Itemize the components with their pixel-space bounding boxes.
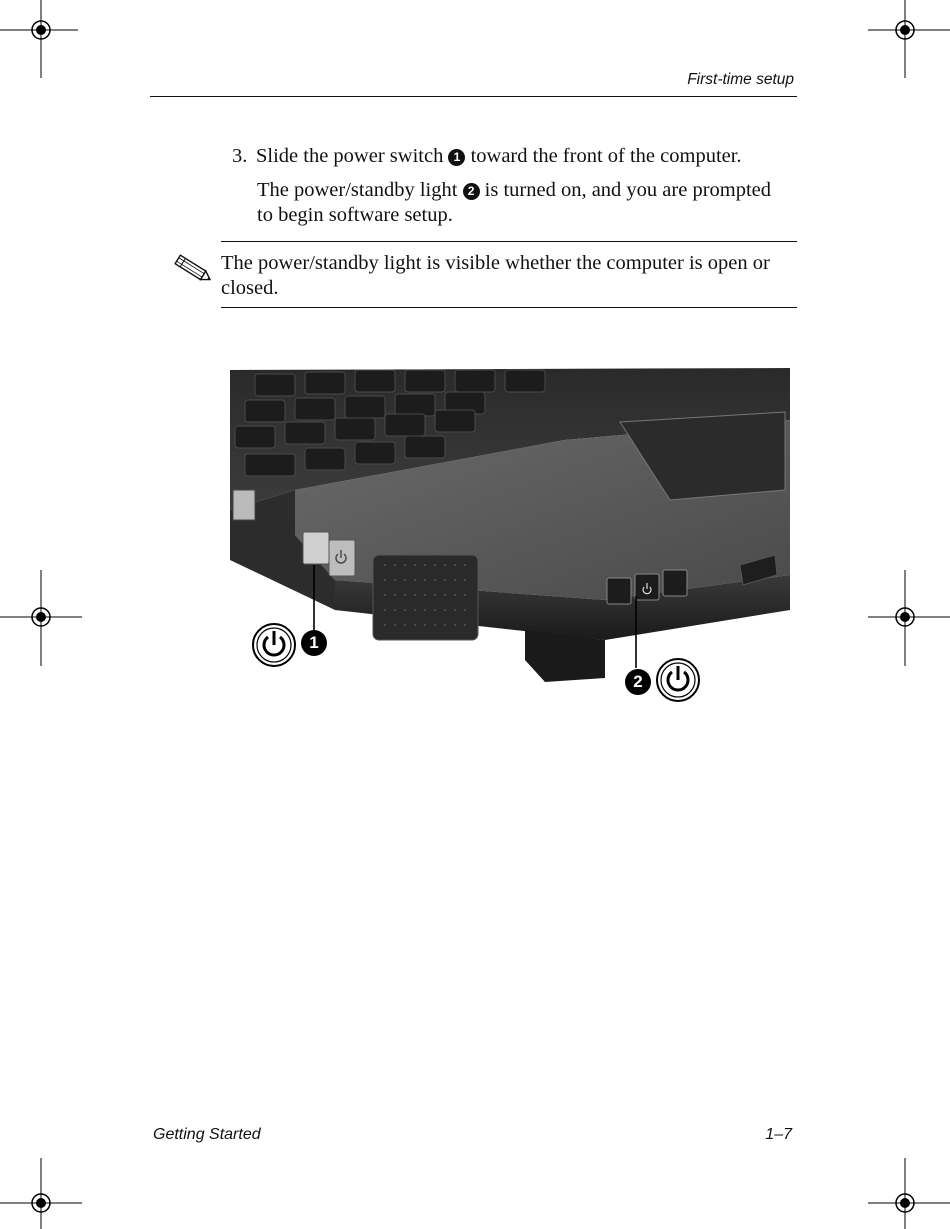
pencil-note-icon (171, 254, 215, 284)
crop-mark-bottom-right (868, 1158, 950, 1229)
footer-book-title: Getting Started (153, 1126, 261, 1143)
callout-2-number: 2 (633, 672, 643, 691)
note-rule-top (221, 241, 797, 242)
crop-mark-mid-left (0, 570, 82, 666)
header-rule (150, 96, 797, 97)
crop-mark-top-right (868, 0, 950, 82)
callout-1-inline: 1 (448, 149, 465, 166)
callout-1 (248, 565, 338, 675)
callout-2-inline: 2 (463, 183, 480, 200)
callout-1-number: 1 (309, 633, 319, 652)
result-text-after: is turned on, and you are prompted to begin software setup. (257, 179, 772, 226)
callout-2 (622, 596, 712, 711)
step-3-result (257, 178, 777, 228)
step-text-after: toward the front of the computer. (470, 145, 742, 167)
step-number: 3. (232, 145, 248, 167)
result-text-before: The power/standby light (257, 179, 458, 201)
crop-mark-top-left (0, 0, 82, 82)
running-header: First-time setup (687, 71, 794, 88)
step-text-before: Slide the power switch (256, 145, 444, 167)
note-rule-bottom (221, 307, 797, 308)
footer-page-number: 1–7 (765, 1126, 792, 1143)
step-3 (232, 144, 812, 168)
crop-mark-bottom-left (0, 1158, 82, 1229)
crop-mark-mid-right (868, 570, 950, 666)
note-text: The power/standby light is visible whether the computer is open or closed. (221, 252, 770, 299)
